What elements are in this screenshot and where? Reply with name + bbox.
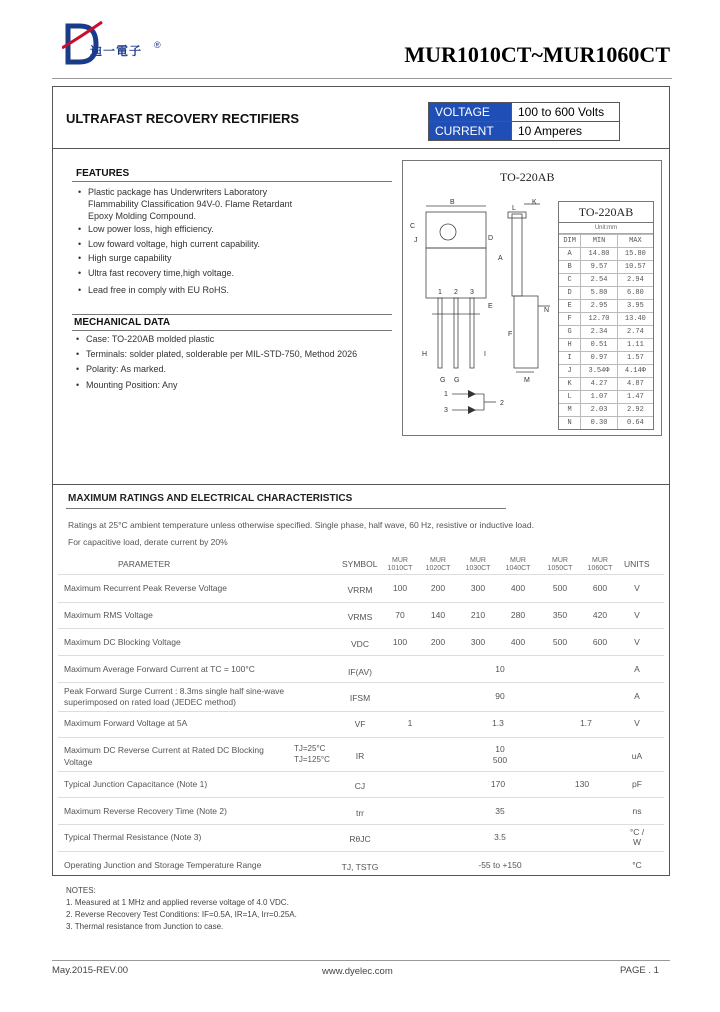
features-rule bbox=[72, 181, 392, 182]
package-outline-drawing bbox=[404, 196, 554, 426]
mechanical-rule bbox=[72, 330, 392, 331]
dimension-table-title: TO-220AB bbox=[559, 202, 653, 223]
ir-condition-125c: TJ=125°C bbox=[294, 755, 330, 764]
title-band-divider bbox=[52, 148, 670, 149]
unit-cell: uA bbox=[631, 751, 643, 761]
package-title: TO-220AB bbox=[500, 170, 555, 184]
dim-label-j: J bbox=[414, 237, 418, 244]
feature-item: • High surge capability bbox=[78, 253, 172, 263]
value-cell: 300 bbox=[470, 637, 486, 647]
unit-cell: A bbox=[634, 691, 640, 701]
feature-item: • Low power loss, high efficiency. bbox=[78, 224, 214, 234]
symbol-vrrm: VRRM bbox=[347, 585, 373, 595]
dimension-unit: Unit:mm bbox=[559, 223, 653, 234]
unit-cell: °C / W bbox=[629, 827, 645, 847]
symbol-vf: VF bbox=[354, 719, 366, 729]
dim-label-g2: G bbox=[454, 377, 460, 384]
symbol-rthjc: RθJC bbox=[349, 834, 371, 844]
param-vf: Maximum Forward Voltage at 5A bbox=[64, 718, 188, 728]
footer-date: May.2015-REV.00 bbox=[52, 965, 129, 976]
value-cell: 400 bbox=[510, 583, 526, 593]
param-vdc: Maximum DC Blocking Voltage bbox=[64, 637, 181, 647]
features-heading: FEATURES bbox=[76, 168, 130, 179]
dimension-row: A 14.80 15.80 bbox=[559, 248, 653, 261]
value-merged: 3.5 bbox=[494, 832, 506, 842]
dim-label-e: E bbox=[488, 303, 493, 310]
value-cell: 130 bbox=[574, 779, 590, 789]
value-cell: 280 bbox=[510, 610, 526, 620]
param-if-av: Maximum Average Forward Current at TC = 100°C bbox=[64, 664, 255, 674]
part-number-title: MUR1010CT~MUR1060CT bbox=[404, 42, 670, 67]
mechanical-item: • Case: TO-220AB molded plastic bbox=[76, 334, 215, 344]
note-item: 2. Reverse Recovery Test Conditions: IF=0.5A, IR=1A, Irr=0.25A. bbox=[66, 910, 297, 919]
dimension-table bbox=[559, 234, 653, 429]
footer-divider bbox=[52, 960, 670, 961]
mechanical-item: • Mounting Position: Any bbox=[76, 380, 178, 390]
value-merged: -55 to +150 bbox=[478, 860, 522, 870]
param-cj: Typical Junction Capacitance (Note 1) bbox=[64, 779, 208, 789]
value-cell: 1.3 bbox=[492, 718, 504, 728]
value-cell: 200 bbox=[430, 583, 446, 593]
value-cell: 500 bbox=[552, 637, 568, 647]
symbol-ir: IR bbox=[355, 751, 365, 761]
feature-item: • Ultra fast recovery time,high voltage. bbox=[78, 268, 235, 278]
mechanical-heading: MECHANICAL DATA bbox=[74, 317, 171, 328]
table-rule bbox=[58, 824, 664, 825]
symbol-vrms: VRMS bbox=[347, 612, 373, 622]
symbol-cj: CJ bbox=[354, 781, 366, 791]
value-cell: 1.7 bbox=[580, 718, 592, 728]
spec-summary-box bbox=[428, 102, 620, 141]
document-title: ULTRAFAST RECOVERY RECTIFIERS bbox=[66, 111, 300, 126]
dimension-row: M 2.03 2.92 bbox=[559, 404, 653, 417]
col-header-symbol: SYMBOL bbox=[342, 559, 378, 569]
value-cell: 500 bbox=[552, 583, 568, 593]
registered-mark: ® bbox=[154, 40, 161, 50]
value-cell: 600 bbox=[592, 637, 608, 647]
dim-label-k: K bbox=[532, 199, 537, 206]
symbol-trr: trr bbox=[355, 808, 365, 818]
unit-cell: pF bbox=[632, 779, 642, 789]
dim-label-b: B bbox=[450, 199, 455, 206]
col-header-part: MUR 1050CT bbox=[547, 557, 573, 572]
ir-condition-25c: TJ=25°C bbox=[294, 744, 326, 753]
header-divider bbox=[52, 78, 672, 79]
value-cell: 100 bbox=[392, 583, 408, 593]
param-rthjc: Typical Thermal Resistance (Note 3) bbox=[64, 832, 202, 842]
dimension-row: I 0.97 1.57 bbox=[559, 352, 653, 365]
pin-number-1: 1 bbox=[438, 289, 442, 296]
col-header-part: MUR 1030CT bbox=[465, 557, 491, 572]
pin-number-2: 2 bbox=[454, 289, 458, 296]
footer-url[interactable]: www.dyelec.com bbox=[322, 966, 393, 977]
current-value: 10 Amperes bbox=[512, 122, 620, 141]
ratings-heading: MAXIMUM RATINGS AND ELECTRICAL CHARACTERISTICS bbox=[68, 493, 353, 504]
dim-label-g1: G bbox=[440, 377, 446, 384]
dimension-row: H 0.51 1.11 bbox=[559, 339, 653, 352]
dimension-row: E 2.95 3.95 bbox=[559, 300, 653, 313]
table-rule bbox=[58, 682, 664, 683]
dim-label-c: C bbox=[410, 223, 416, 230]
dimension-table-box bbox=[558, 201, 654, 430]
param-temp-range: Operating Junction and Storage Temperature Range bbox=[64, 860, 262, 870]
col-header-units: UNITS bbox=[624, 559, 650, 569]
param-vrms: Maximum RMS Voltage bbox=[64, 610, 153, 620]
unit-cell: °C bbox=[632, 860, 642, 870]
dim-label-m: M bbox=[524, 377, 530, 384]
col-header-part: MUR 1060CT bbox=[587, 557, 613, 572]
param-ir: Maximum DC Reverse Current at Rated DC Blocking Voltage bbox=[64, 745, 264, 767]
schematic-pin-1: 1 bbox=[444, 391, 448, 398]
brand-name: 迪一電子 bbox=[90, 44, 143, 58]
dimension-row: K 4.27 4.87 bbox=[559, 378, 653, 391]
dim-label-d: D bbox=[488, 235, 494, 242]
dimension-row: B 9.57 10.57 bbox=[559, 261, 653, 274]
dimension-row: G 2.34 2.74 bbox=[559, 326, 653, 339]
param-trr: Maximum Reverse Recovery Time (Note 2) bbox=[64, 806, 227, 816]
dimension-row: F 12.70 13.40 bbox=[559, 313, 653, 326]
dim-label-f: F bbox=[508, 331, 513, 338]
value-cell: 100 bbox=[392, 637, 408, 647]
dim-label-l: L bbox=[512, 205, 516, 212]
unit-cell: V bbox=[634, 610, 640, 620]
dimension-row: D 5.80 6.80 bbox=[559, 287, 653, 300]
feature-item: • Lead free in comply with EU RoHS. bbox=[78, 285, 230, 295]
dim-label-a: A bbox=[498, 255, 503, 262]
value-cell: 170 bbox=[490, 779, 506, 789]
value-merged: 10 bbox=[495, 744, 505, 754]
unit-cell: ns bbox=[632, 806, 642, 816]
table-rule bbox=[58, 851, 664, 852]
notes-heading: NOTES: bbox=[66, 886, 96, 895]
symbol-vdc: VDC bbox=[351, 639, 369, 649]
value-merged: 35 bbox=[495, 806, 505, 816]
schematic-pin-2: 2 bbox=[500, 400, 504, 407]
param-vrrm: Maximum Recurrent Peak Reverse Voltage bbox=[64, 583, 227, 593]
pin-number-3: 3 bbox=[470, 289, 474, 296]
table-rule bbox=[58, 602, 664, 603]
ratings-derate-note: For capacitive load, derate current by 20% bbox=[68, 537, 228, 547]
table-rule bbox=[58, 797, 664, 798]
value-cell: 1 bbox=[407, 718, 413, 728]
col-header-part: MUR 1040CT bbox=[505, 557, 531, 572]
dim-label-i: I bbox=[484, 351, 486, 358]
value-cell: 400 bbox=[510, 637, 526, 647]
symbol-temp-range: TJ, TSTG bbox=[341, 862, 379, 872]
value-cell: 140 bbox=[430, 610, 446, 620]
current-label: CURRENT bbox=[429, 122, 512, 141]
mechanical-item: • Terminals: solder plated, solderable per MIL-STD-750, Method 2026 bbox=[76, 349, 358, 359]
dim-label-h: H bbox=[422, 351, 428, 358]
value-cell: 600 bbox=[592, 583, 608, 593]
schematic-pin-3: 3 bbox=[444, 407, 448, 414]
footer-page: PAGE . 1 bbox=[620, 965, 659, 976]
note-item: 3. Thermal resistance from Junction to case. bbox=[66, 922, 224, 931]
unit-cell: V bbox=[634, 637, 640, 647]
dimension-row: C 2.54 2.94 bbox=[559, 274, 653, 287]
value-cell: 210 bbox=[470, 610, 486, 620]
table-rule bbox=[58, 628, 664, 629]
dim-label-n: N bbox=[544, 307, 550, 314]
table-rule bbox=[58, 574, 664, 575]
value-merged: 90 bbox=[495, 691, 505, 701]
table-rule bbox=[58, 655, 664, 656]
table-rule bbox=[58, 771, 664, 772]
ratings-heading-rule bbox=[66, 508, 506, 509]
dimension-row: N 0.30 0.64 bbox=[559, 417, 653, 430]
symbol-if-av: IF(AV) bbox=[348, 667, 372, 677]
voltage-value: 100 to 600 Volts bbox=[512, 103, 620, 122]
unit-cell: A bbox=[634, 664, 640, 674]
value-merged: 500 bbox=[492, 755, 508, 765]
unit-cell: V bbox=[634, 583, 640, 593]
value-cell: 70 bbox=[395, 610, 405, 620]
unit-cell: V bbox=[634, 718, 640, 728]
ratings-conditions: Ratings at 25°C ambient temperature unless otherwise specified. Single phase, half wave, 60 Hz, resistive or inductive load. bbox=[68, 520, 534, 530]
value-cell: 200 bbox=[430, 637, 446, 647]
col-header-part: MUR 1010CT bbox=[387, 557, 413, 572]
value-cell: 420 bbox=[592, 610, 608, 620]
col-header-parameter: PARAMETER bbox=[118, 559, 171, 569]
feature-item: • Low foward voltage, high current capability. bbox=[78, 239, 260, 249]
note-item: 1. Measured at 1 MHz and applied reverse voltage of 4.0 VDC. bbox=[66, 898, 289, 907]
value-cell: 350 bbox=[552, 610, 568, 620]
feature-item: • Plastic package has Underwriters Laboratory Flammability Classification 94V-0. Flame Retardant Epoxy Molding Compound. bbox=[78, 187, 293, 221]
table-rule bbox=[58, 737, 664, 738]
param-ifsm: Peak Forward Surge Current : 8.3ms single half sine-wave superimposed on rated load (JEDEC method) bbox=[64, 686, 285, 707]
voltage-label: VOLTAGE bbox=[429, 103, 512, 122]
value-cell: 300 bbox=[470, 583, 486, 593]
col-header-part: MUR 1020CT bbox=[425, 557, 451, 572]
dimension-row: L 1.07 1.47 bbox=[559, 391, 653, 404]
dimension-row: J 3.54Φ 4.14Φ bbox=[559, 365, 653, 378]
dimension-header-row: DIM MIN MAX bbox=[559, 235, 653, 248]
mechanical-item: • Polarity: As marked. bbox=[76, 364, 167, 374]
mechanical-top-rule bbox=[72, 314, 392, 315]
value-merged: 10 bbox=[495, 664, 505, 674]
symbol-ifsm: IFSM bbox=[349, 693, 371, 703]
ratings-section-divider bbox=[52, 484, 670, 485]
table-rule bbox=[58, 711, 664, 712]
